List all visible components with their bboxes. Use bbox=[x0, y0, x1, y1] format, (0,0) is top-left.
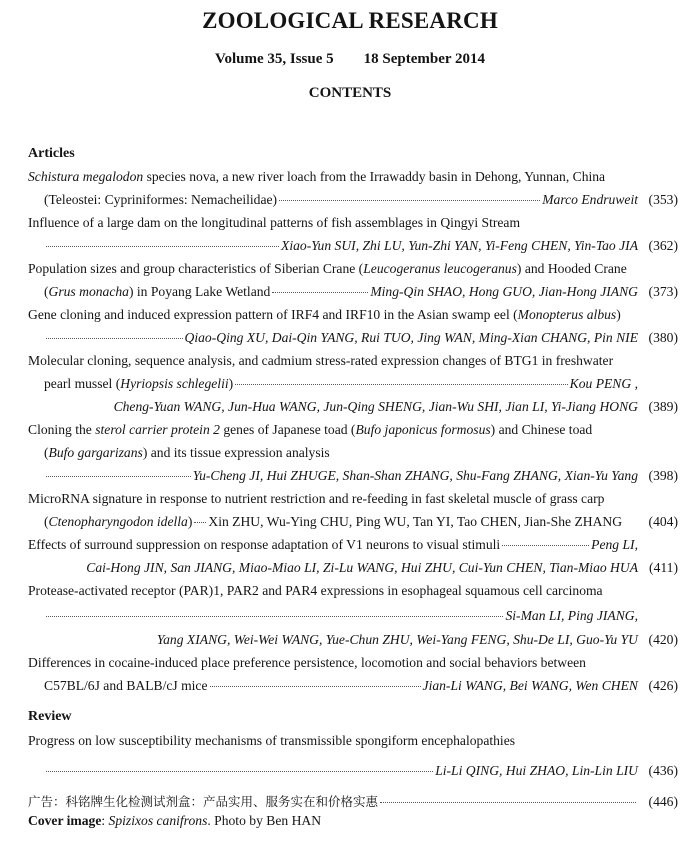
toc-entry-title: Cloning the sterol carrier protein 2 genes of Japanese toad ( Bufo japonicus formosus ) and Chinese toad bbox=[28, 422, 593, 437]
dot-leader bbox=[46, 616, 503, 617]
dot-leader bbox=[46, 771, 433, 772]
page-number: (373) bbox=[648, 284, 678, 299]
toc-entry-title: Progress on low susceptibility mechanisms of transmissible spongiform encephalopathies bbox=[28, 733, 516, 748]
dot-leader bbox=[502, 545, 589, 546]
toc-entry-line: Yang XIANG, Wei-Wei WANG, Yue-Chun ZHU, Wei-Yang FENG, Shu-De LI, Guo-Yu YU (420) bbox=[44, 629, 678, 651]
dot-leader bbox=[272, 292, 368, 293]
section-review: Review bbox=[28, 709, 72, 724]
toc-entry-line: Qiao-Qing XU, Dai-Qin YANG, Rui TUO, Jing WAN, Ming-Xian CHANG, Pin NIE (380) bbox=[44, 327, 678, 349]
page-number: (446) bbox=[648, 794, 678, 809]
dot-leader bbox=[194, 522, 206, 523]
toc-entry-line: Xiao-Yun SUI, Zhi LU, Yun-Zhi YAN, Yi-Feng CHEN, Yin-Tao JIA (362) bbox=[44, 235, 678, 257]
journal-title: ZOOLOGICAL RESEARCH bbox=[202, 8, 498, 33]
page-number: (380) bbox=[648, 330, 678, 345]
toc-entry-title: Population sizes and group characteristics of Siberian Crane ( Leucogeranus leucogeranus ) and Hooded Crane bbox=[28, 261, 627, 276]
dot-leader bbox=[46, 476, 191, 477]
dot-leader bbox=[210, 686, 421, 687]
cover-image-credit: Cover image: Spizixos canifrons. Photo by Ben HAN bbox=[28, 813, 322, 828]
toc-entry-title: Protease-activated receptor (PAR)1, PAR2 and PAR4 expressions in esophageal squamous cell carcinoma bbox=[28, 583, 603, 598]
toc-entry-line: ( Bufo gargarizans ) and its tissue expression analysis bbox=[44, 445, 330, 460]
page-number: (436) bbox=[648, 763, 678, 778]
issue-date: 18 September 2014 bbox=[363, 51, 486, 67]
toc-entry-line: ( Ctenopharyngodon idella ) Xin ZHU, Wu-Ying CHU, Ping WU, Tan YI, Tao CHEN, Jian-She ZHANG (404) bbox=[44, 511, 678, 533]
dot-leader bbox=[46, 338, 183, 339]
page-number: (353) bbox=[648, 192, 678, 207]
dot-leader bbox=[46, 246, 279, 247]
toc-entry-line: Li-Li QING, Hui ZHAO, Lin-Lin LIU (436) bbox=[44, 760, 678, 782]
section-articles: Articles bbox=[28, 146, 75, 161]
page-number: (426) bbox=[648, 678, 678, 693]
toc-entry-title: Molecular cloning, sequence analysis, and cadmium stress-rated expression changes of BTG1 in freshwater bbox=[28, 353, 614, 368]
page-number: (420) bbox=[648, 632, 678, 647]
dot-leader bbox=[235, 384, 567, 385]
page-number: (411) bbox=[649, 560, 678, 575]
volume-issue: Volume 35, Issue 5 bbox=[214, 51, 334, 67]
toc-entry-line: (Teleostei: Cypriniformes: Nemacheilidae) Marco Endruweit (353) bbox=[44, 189, 678, 211]
page-number: (398) bbox=[648, 468, 678, 483]
dot-leader bbox=[279, 200, 540, 201]
toc-entry-title: Gene cloning and induced expression pattern of IRF4 and IRF10 in the Asian swamp eel ( Monopterus albus ) bbox=[28, 307, 621, 322]
toc-entry-line: Si-Man LI, Ping JIANG, bbox=[44, 605, 678, 627]
volume-line bbox=[0, 51, 700, 68]
toc-entry-line: Cheng-Yuan WANG, Jun-Hua WANG, Jun-Qing SHENG, Jian-Wu SHI, Jian LI, Yi-Jiang HONG (389) bbox=[44, 396, 678, 418]
toc-entry-line: pearl mussel ( Hyriopsis schlegelii ) Kou PENG , bbox=[44, 376, 638, 391]
toc-entry-title: Influence of a large dam on the longitudinal patterns of fish assemblages in Qingyi Stream bbox=[28, 215, 521, 230]
toc-entry-title: Differences in cocaine-induced place preference persistence, locomotion and social behaviors between bbox=[28, 655, 586, 670]
toc-entry-line: ( Grus monacha ) in Poyang Lake Wetland Ming-Qin SHAO, Hong GUO, Jian-Hong JIANG (373) bbox=[44, 281, 678, 303]
toc-entry-title: Effects of surround suppression on response adaptation of V1 neurons to visual stimuli Peng LI, bbox=[28, 537, 638, 552]
advertisement-entry: 广告：科铭牌生化检测试剂盒：产品实用、服务实在和价格实惠 (446) bbox=[28, 791, 678, 813]
contents-heading: CONTENTS bbox=[308, 85, 392, 101]
page-number: (389) bbox=[648, 399, 678, 414]
page-number: (404) bbox=[648, 514, 678, 529]
toc-entry-line: C57BL/6J and BALB/cJ mice Jian-Li WANG, Bei WANG, Wen CHEN (426) bbox=[44, 675, 678, 697]
page-number: (362) bbox=[648, 238, 678, 253]
toc-entry-line: Cai-Hong JIN, San JIANG, Miao-Miao LI, Zi-Lu WANG, Hui ZHU, Cui-Yun CHEN, Tian-Miao HUA (411) bbox=[44, 557, 678, 579]
toc-entry-line: Yu-Cheng JI, Hui ZHUGE, Shan-Shan ZHANG, Shu-Fang ZHANG, Xian-Yu Yang (398) bbox=[44, 465, 678, 487]
dot-leader bbox=[380, 802, 636, 803]
toc-entry-title: MicroRNA signature in response to nutrient restriction and re-feeding in fast skeletal muscle of grass carp bbox=[28, 491, 605, 506]
toc-entry-title: Schistura megalodon species nova, a new river loach from the Irrawaddy basin in Dehong, Yunnan, China bbox=[28, 169, 606, 184]
